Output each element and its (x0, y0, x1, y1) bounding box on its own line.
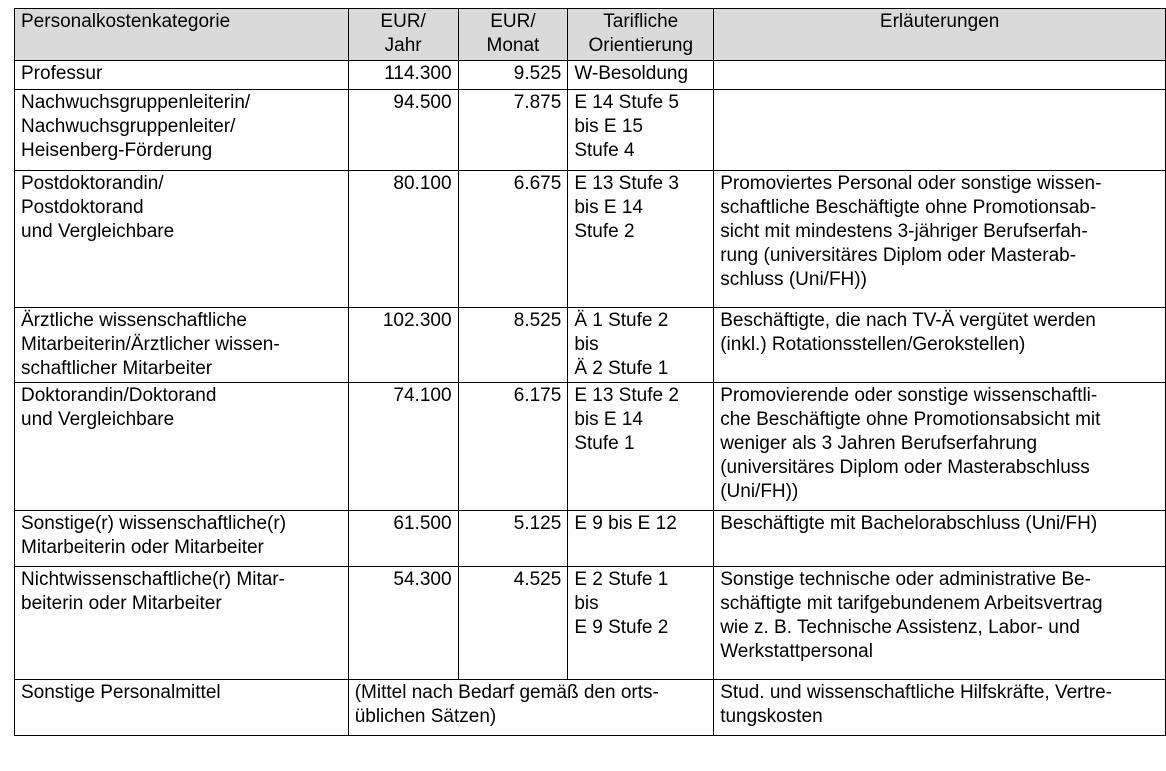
category-cell: Doktorandin/Doktorand und Vergleichbare (15, 383, 349, 511)
notes-cell: Stud. und wissenschaftliche Hilfskräfte, Vertre- tungskosten (714, 680, 1166, 736)
eur-per-month-cell: 5.125 (458, 511, 568, 567)
table-row (15, 511, 1166, 567)
header-category: Personalkostenkategorie (15, 9, 349, 61)
table-row (15, 61, 1166, 90)
budget-note-cell: (Mittel nach Bedarf gemäß den orts- üblichen Sätzen) (348, 680, 714, 736)
eur-per-month-cell: 6.175 (458, 383, 568, 511)
category-cell: Nichtwissenschaftliche(r) Mitar- beiterin oder Mitarbeiter (15, 567, 349, 680)
eur-per-year-cell: 61.500 (348, 511, 458, 567)
table-row (15, 308, 1166, 383)
header-tariff: Tarifliche Orientierung (568, 9, 714, 61)
tariff-cell: W-Besoldung (568, 61, 714, 90)
table-row (15, 171, 1166, 308)
eur-per-month-cell: 9.525 (458, 61, 568, 90)
eur-per-month-cell: 7.875 (458, 90, 568, 171)
tariff-cell: E 9 bis E 12 (568, 511, 714, 567)
eur-per-year-cell: 80.100 (348, 171, 458, 308)
table-row (15, 567, 1166, 680)
header-notes: Erläuterungen (714, 9, 1166, 61)
eur-per-year-cell: 54.300 (348, 567, 458, 680)
table-row (15, 90, 1166, 171)
eur-per-month-cell: 6.675 (458, 171, 568, 308)
tariff-cell: E 2 Stufe 1 bis E 9 Stufe 2 (568, 567, 714, 680)
header-eur-per-month: EUR/ Monat (458, 9, 568, 61)
table-row (15, 680, 1166, 736)
category-cell: Ärztliche wissenschaftliche Mitarbeiterin/Ärztlicher wissen- schaftlicher Mitarbeiter (15, 308, 349, 383)
eur-per-year-cell: 74.100 (348, 383, 458, 511)
notes-cell (714, 90, 1166, 171)
eur-per-year-cell: 94.500 (348, 90, 458, 171)
category-cell: Postdoktorandin/ Postdoktorand und Vergleichbare (15, 171, 349, 308)
personnel-cost-table (14, 8, 1166, 736)
notes-cell: Sonstige technische oder administrative Be- schäftigte mit tarifgebundenem Arbeitsvertrag wie z. B. Technische Assistenz, Labor- und Werkstattpersonal (714, 567, 1166, 680)
category-cell: Sonstige Personalmittel (15, 680, 349, 736)
category-cell: Professur (15, 61, 349, 90)
tariff-cell: E 14 Stufe 5 bis E 15 Stufe 4 (568, 90, 714, 171)
eur-per-year-cell: 102.300 (348, 308, 458, 383)
notes-cell: Beschäftigte, die nach TV-Ä vergütet werden (inkl.) Rotationsstellen/Gerokstellen) (714, 308, 1166, 383)
eur-per-month-cell: 4.525 (458, 567, 568, 680)
header-row (15, 9, 1166, 61)
notes-cell: Beschäftigte mit Bachelorabschluss (Uni/FH) (714, 511, 1166, 567)
table-row (15, 383, 1166, 511)
notes-cell (714, 61, 1166, 90)
notes-cell: Promoviertes Personal oder sonstige wissen- schaftliche Beschäftigte ohne Promotionsab- sicht mit mindestens 3-jähriger Berufserfah- rung (universitäres Diplom oder Masterab- schluss (Uni/FH)) (714, 171, 1166, 308)
eur-per-year-cell: 114.300 (348, 61, 458, 90)
category-cell: Nachwuchsgruppenleiterin/ Nachwuchsgruppenleiter/ Heisenberg-Förderung (15, 90, 349, 171)
tariff-cell: Ä 1 Stufe 2 bis Ä 2 Stufe 1 (568, 308, 714, 383)
header-eur-per-year: EUR/ Jahr (348, 9, 458, 61)
eur-per-month-cell: 8.525 (458, 308, 568, 383)
tariff-cell: E 13 Stufe 2 bis E 14 Stufe 1 (568, 383, 714, 511)
notes-cell: Promovierende oder sonstige wissenschaftli- che Beschäftigte ohne Promotionsabsicht mit weniger als 3 Jahren Berufserfahrung (universitäres Diplom oder Masterabschluss (Uni/FH)) (714, 383, 1166, 511)
tariff-cell: E 13 Stufe 3 bis E 14 Stufe 2 (568, 171, 714, 308)
table-body (15, 61, 1166, 736)
category-cell: Sonstige(r) wissenschaftliche(r) Mitarbeiterin oder Mitarbeiter (15, 511, 349, 567)
